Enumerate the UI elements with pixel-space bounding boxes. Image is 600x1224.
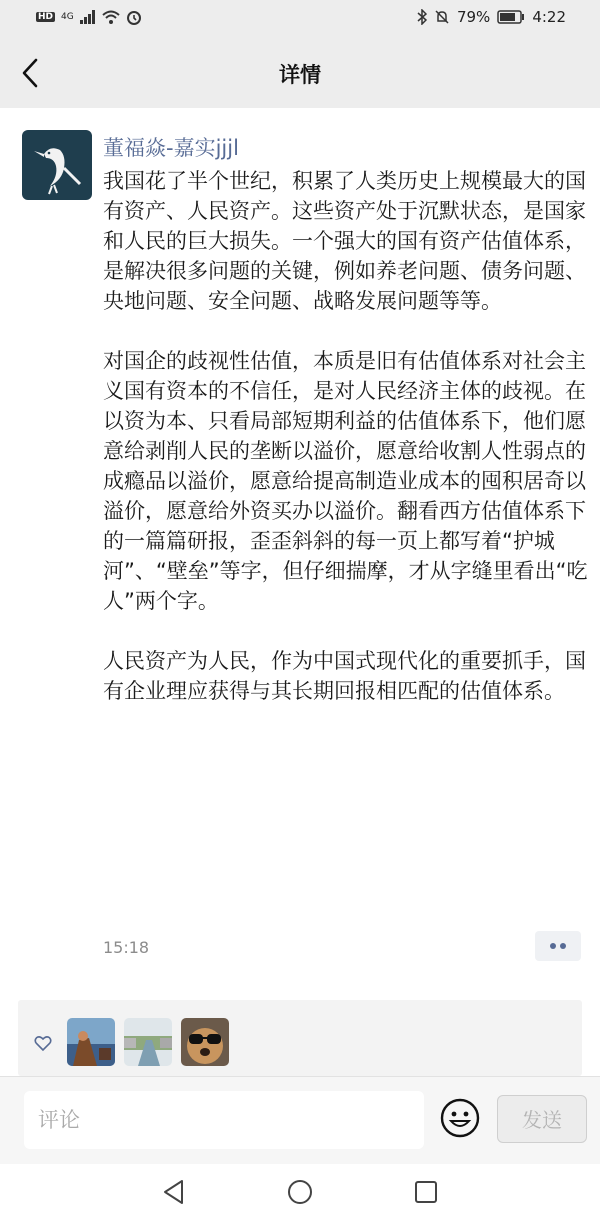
- landscape-photo-icon: [67, 1018, 115, 1066]
- more-actions-button[interactable]: [535, 931, 581, 961]
- battery-percent: 79%: [456, 8, 491, 26]
- status-time: 4:22: [532, 8, 566, 26]
- emoji-icon[interactable]: [440, 1098, 480, 1138]
- post-paragraph: 对国企的歧视性估值，本质是旧有估值体系对社会主义国有资本的不信任，是对人民经济主体的歧视。在以资为本、只看局部短期利益的估值体系下，他们愿意给剥削人民的垄断以溢价，愿意给收割人性弱点的成瘾品以溢价，愿意给提高制造业成本的囤积居奇以溢价，愿意给外资买办以溢价。翻看西方估值体系下的一篇篇研报，歪歪斜斜的每一页上都写着“护城河”、“壁垒”等字，但仔细揣摩，才从字缝里看出“吃人”两个字。: [103, 349, 588, 613]
- nav-recents-icon[interactable]: [412, 1178, 440, 1206]
- liker-avatar[interactable]: [124, 1018, 172, 1066]
- wifi-icon: [102, 10, 120, 24]
- send-button[interactable]: 发送: [497, 1095, 587, 1143]
- dot-icon: [560, 943, 566, 949]
- author-avatar[interactable]: [22, 130, 92, 200]
- signal-icon: [80, 10, 96, 24]
- author-name[interactable]: 董福焱-嘉实jjjl: [103, 136, 239, 160]
- heart-outline-icon: [34, 1034, 52, 1052]
- status-left: [36, 9, 142, 25]
- battery-icon: [497, 10, 525, 24]
- comment-input[interactable]: 评论: [24, 1091, 424, 1149]
- system-nav-bar: [0, 1164, 600, 1224]
- post-content: [103, 166, 588, 736]
- hd-badge: HD: [38, 12, 54, 22]
- post-time: 15:18: [103, 938, 150, 957]
- liker-avatar[interactable]: [67, 1018, 115, 1066]
- nav-back-icon[interactable]: [160, 1178, 188, 1206]
- mute-bell-icon: [434, 9, 450, 25]
- nav-home-icon[interactable]: [286, 1178, 314, 1206]
- post-paragraph: 人民资产为人民，作为中国式现代化的重要抓手，国有企业理应获得与其长期回报相匹配的估值体系。: [103, 649, 586, 703]
- heron-logo-icon: [22, 130, 92, 200]
- dot-icon: [550, 943, 556, 949]
- post-paragraph: 我国花了半个世纪，积累了人类历史上规模最大的国有资产、人民资产。这些资产处于沉默状态，是国家和人民的巨大损失。一个强大的国有资产估值体系，是解决很多问题的关键，例如养老问题、债务问题、央地问题、安全问题、战略发展问题等等。: [103, 169, 586, 313]
- status-right: [417, 8, 566, 26]
- likes-panel: [18, 1000, 582, 1076]
- liker-avatar[interactable]: [181, 1018, 229, 1066]
- alarm-icon: [126, 9, 142, 25]
- nav-bar: [0, 38, 600, 108]
- bluetooth-icon: [417, 9, 427, 25]
- page-title: 详情: [279, 63, 321, 87]
- status-bar: [0, 0, 600, 38]
- dog-sunglasses-icon: [181, 1018, 229, 1066]
- river-photo-icon: [124, 1018, 172, 1066]
- comment-bar: [0, 1076, 600, 1165]
- network-type: 4G: [61, 12, 74, 22]
